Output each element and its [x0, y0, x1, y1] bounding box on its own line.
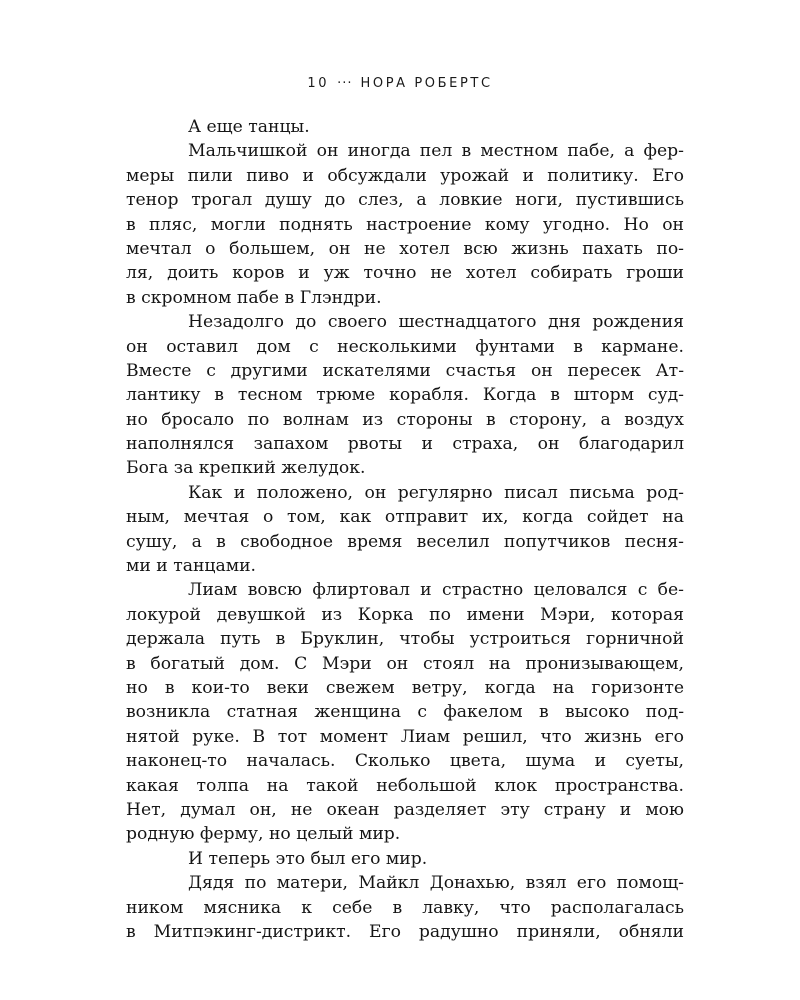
text-line: в богатый дом. С Мэри он стоял на пронизывающем,: [126, 653, 684, 674]
text-line: А еще танцы.: [188, 117, 310, 137]
running-head: [0, 76, 800, 91]
text-line: родную ферму, но целый мир.: [126, 824, 401, 845]
text-line: сушу, а в свободное время веселил попутчиков песня-: [126, 531, 684, 552]
text-line: нятой руке. В тот момент Лиам решил, что жизнь его: [126, 726, 684, 747]
paragraph: [126, 310, 684, 481]
paragraph: [126, 139, 684, 310]
paragraph: [126, 847, 684, 871]
paragraph: [126, 871, 684, 944]
text-line: ля, доить коров и уж точно не хотел собирать гроши: [126, 263, 684, 284]
text-line: меры пили пиво и обсуждали урожай и политику. Его: [126, 165, 684, 186]
text-line: Мальчишкой он иногда пел в местном пабе, а фер-: [188, 141, 684, 162]
text-line: Вместе с другими искателями счастья он пересек Ат-: [126, 360, 684, 381]
paragraph: [126, 115, 684, 139]
text-line: возникла статная женщина с факелом в высоко под-: [126, 702, 684, 723]
text-line: Дядя по матери, Майкл Донахью, взял его помощ-: [188, 873, 684, 894]
text-line: локурой девушкой из Корка по имени Мэри, которая: [126, 604, 684, 625]
text-line: в пляс, могли поднять настроение кому угодно. Но он: [126, 214, 684, 235]
paragraph: [126, 481, 684, 579]
author-name: НОРА РОБЕРТС: [360, 76, 493, 91]
text-line: мечтал о большем, он не хотел всю жизнь пахать по-: [126, 238, 684, 259]
text-line: но бросало по волнам из стороны в сторону, а воздух: [126, 409, 684, 430]
text-line: ным, мечтая о том, как отправит их, когда сойдет на: [126, 507, 684, 528]
text-line: но в кои-то веки свежем ветру, когда на горизонте: [126, 677, 684, 698]
text-line: Лиам вовсю флиртовал и страстно целовался с бе-: [188, 580, 684, 601]
text-line: в Митпэкинг-дистрикт. Его радушно приняли, обняли: [126, 921, 684, 942]
text-line: наконец-то началась. Сколько цвета, шума и суеты,: [126, 751, 684, 772]
text-line: Как и положено, он регулярно писал письма род-: [188, 482, 684, 503]
page-number: 10: [307, 76, 330, 91]
text-line: он оставил дом с несколькими фунтами в кармане.: [126, 336, 684, 357]
text-line: держала путь в Бруклин, чтобы устроиться горничной: [126, 629, 684, 650]
text-line: наполнялся запахом рвоты и страха, он благодарил: [126, 434, 684, 455]
text-line: лантику в тесном трюме корабля. Когда в шторм суд-: [126, 385, 684, 406]
text-line: Нет, думал он, не океан разделяет эту страну и мою: [126, 799, 684, 820]
body-text: [126, 115, 684, 944]
text-line: ником мясника к себе в лавку, что располагалась: [126, 897, 684, 918]
text-line: ми и танцами.: [126, 556, 257, 577]
text-line: Незадолго до своего шестнадцатого дня рождения: [188, 312, 684, 333]
text-line: какая толпа на такой небольшой клок пространства.: [126, 775, 684, 796]
text-line: тенор трогал душу до слез, а ловкие ноги, пустившись: [126, 190, 684, 211]
header-separator: ···: [337, 76, 353, 91]
paragraph: [126, 578, 684, 846]
text-line: в скромном пабе в Глэндри.: [126, 287, 382, 308]
text-line: Бога за крепкий желудок.: [126, 458, 366, 479]
text-line: И теперь это был его мир.: [188, 848, 428, 869]
